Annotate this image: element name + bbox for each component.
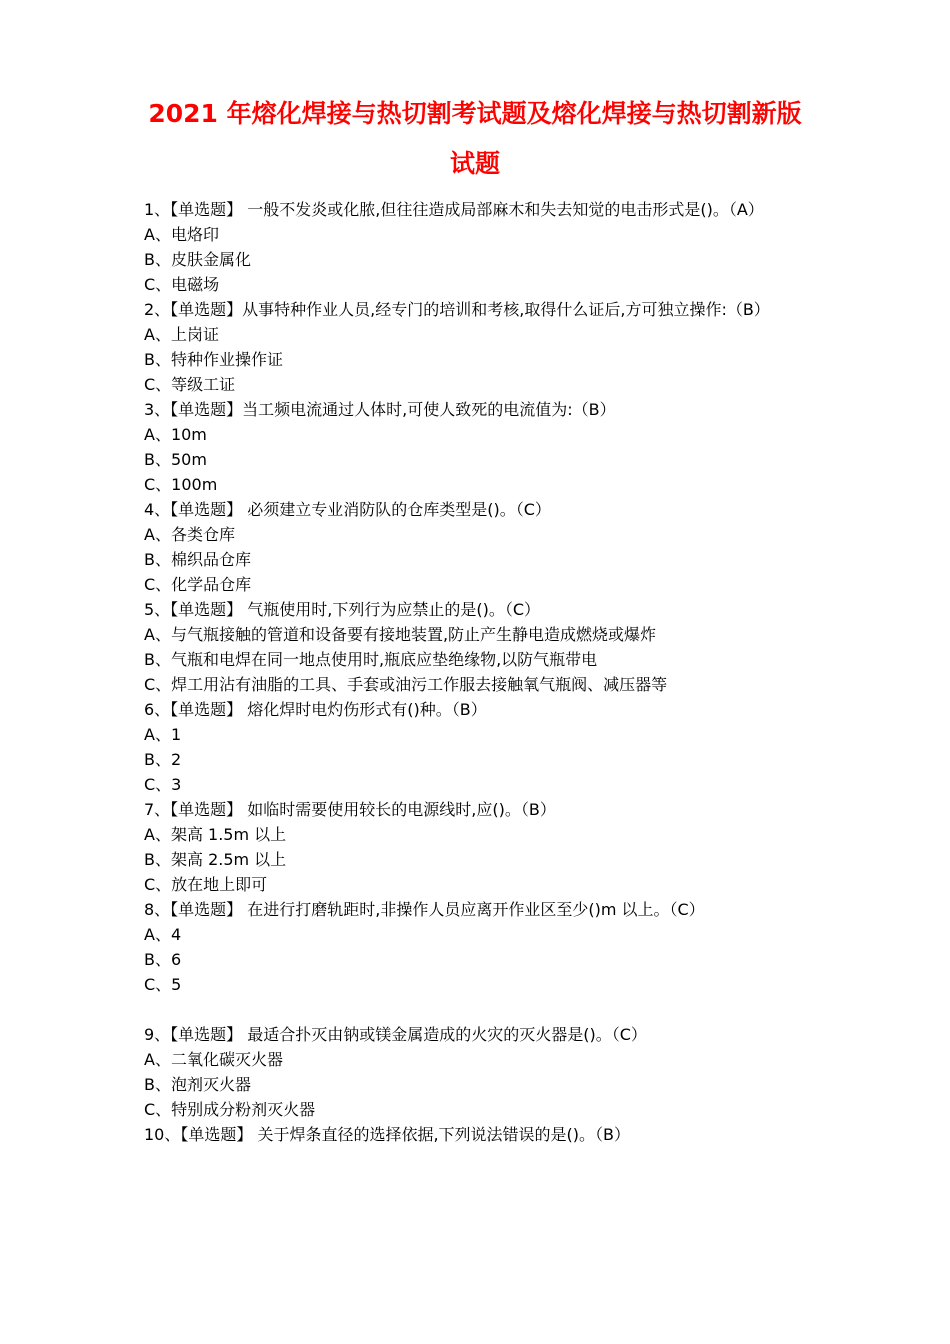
question-3-stem: 3、【单选题】当工频电流通过人体时,可使人致死的电流值为:（B） (144, 400, 616, 419)
question-7-option-c: C、放在地上即可 (144, 875, 268, 894)
question-4-option-c: C、化学品仓库 (144, 575, 252, 594)
question-7-option-b: B、架高 2.5m 以上 (144, 850, 287, 869)
question-8-option-b: B、6 (144, 950, 182, 969)
question-6-stem: 6、【单选题】 熔化焊时电灼伤形式有()种。（B） (144, 700, 487, 719)
paragraph-gap (144, 997, 816, 1022)
document-title-line-1: 2021 年熔化焊接与热切割考试题及熔化焊接与热切割新版 (148, 99, 802, 128)
question-8-option-a: A、4 (144, 925, 182, 944)
question-5-stem: 5、【单选题】 气瓶使用时,下列行为应禁止的是()。（C） (144, 600, 541, 619)
question-9-stem: 9、【单选题】 最适合扑灭由钠或镁金属造成的火灾的灭火器是()。（C） (144, 1025, 647, 1044)
question-2-option-a: A、上岗证 (144, 325, 219, 344)
question-8-stem: 8、【单选题】 在进行打磨轨距时,非操作人员应离开作业区至少()m 以上。（C） (144, 900, 705, 919)
question-1-option-c: C、电磁场 (144, 275, 220, 294)
document-title-line-2: 试题 (449, 149, 500, 178)
question-8-option-c: C、5 (144, 975, 182, 994)
question-3-option-a: A、10m (144, 425, 207, 444)
question-2-option-b: B、特种作业操作证 (144, 350, 283, 369)
question-6-option-c: C、3 (144, 775, 182, 794)
question-7-stem: 7、【单选题】 如临时需要使用较长的电源线时,应()。（B） (144, 800, 556, 819)
question-5-option-c: C、焊工用沾有油脂的工具、手套或油污工作服去接触氧气瓶阀、减压器等 (144, 675, 668, 694)
question-6-option-a: A、1 (144, 725, 182, 744)
question-3-option-c: C、100m (144, 475, 218, 494)
question-5-option-a: A、与气瓶接触的管道和设备要有接地装置,防止产生静电造成燃烧或爆炸 (144, 625, 657, 644)
question-1-option-a: A、电烙印 (144, 225, 219, 244)
question-9-option-a: A、二氧化碳灭火器 (144, 1050, 283, 1069)
question-9-option-b: B、泡剂灭火器 (144, 1075, 251, 1094)
question-5-option-b: B、气瓶和电焊在同一地点使用时,瓶底应垫绝缘物,以防气瓶带电 (144, 650, 598, 669)
question-2-stem: 2、【单选题】从事特种作业人员,经专门的培训和考核,取得什么证后,方可独立操作:（B） (144, 300, 770, 319)
question-10-stem: 10、【单选题】 关于焊条直径的选择依据,下列说法错误的是()。（B） (144, 1125, 630, 1144)
question-2-option-c: C、等级工证 (144, 375, 236, 394)
question-list (144, 197, 816, 1147)
question-4-option-b: B、棉织品仓库 (144, 550, 251, 569)
question-4-stem: 4、【单选题】 必须建立专业消防队的仓库类型是()。（C） (144, 500, 551, 519)
question-7-option-a: A、架高 1.5m 以上 (144, 825, 287, 844)
question-6-option-b: B、2 (144, 750, 182, 769)
question-4-option-a: A、各类仓库 (144, 525, 235, 544)
question-1-option-b: B、皮肤金属化 (144, 250, 251, 269)
question-9-option-c: C、特别成分粉剂灭火器 (144, 1100, 316, 1119)
question-1-stem: 1、【单选题】 一般不发炎或化脓,但往往造成局部麻木和失去知觉的电击形式是()。（A） (144, 200, 764, 219)
question-3-option-b: B、50m (144, 450, 207, 469)
